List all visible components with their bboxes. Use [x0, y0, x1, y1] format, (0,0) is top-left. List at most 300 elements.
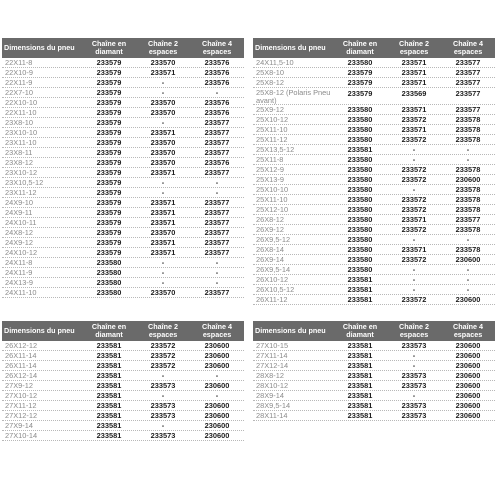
table-row — [2, 208, 244, 218]
chain-diamond: 233581 — [347, 401, 373, 410]
chain-4-spaces: - — [466, 235, 470, 244]
chain-diamond: 233580 — [347, 195, 373, 204]
tire-dimension: 24X11-8 — [5, 258, 33, 267]
header-chaine-2-espaces: Chaîne 2 espaces — [399, 38, 429, 56]
table-row — [253, 195, 495, 205]
chain-2-spaces: - — [412, 145, 416, 154]
chain-2-spaces: 233570 — [150, 108, 176, 117]
chain-diamond: 233579 — [96, 108, 122, 117]
chain-2-spaces: 233571 — [401, 78, 427, 87]
table-row — [253, 105, 495, 115]
tire-dimension: 23X10,5-12 — [5, 178, 44, 187]
table-row — [2, 258, 244, 268]
tire-dimension: 23X11-12 — [5, 188, 37, 197]
chain-2-spaces: 233572 — [150, 341, 176, 350]
chain-diamond: 233581 — [347, 381, 373, 390]
chain-diamond: 233579 — [96, 198, 122, 207]
chain-2-spaces: - — [412, 361, 416, 370]
tire-dimension: 24X9-12 — [5, 238, 33, 247]
chain-4-spaces: 230600 — [204, 381, 230, 390]
chain-diamond: 233580 — [347, 235, 373, 244]
tire-dimension: 26X12-14 — [5, 371, 38, 380]
chain-diamond: 233581 — [347, 341, 373, 350]
tire-dimension: 26X8-14 — [256, 245, 284, 254]
chain-4-spaces: 230600 — [455, 255, 481, 264]
table-row — [2, 228, 244, 238]
chain-2-spaces: 233572 — [401, 255, 427, 264]
header-dimensions: Dimensions du pneu — [4, 42, 75, 52]
table-row — [253, 225, 495, 235]
chain-4-spaces: - — [466, 145, 470, 154]
tire-dimension: 27X11-12 — [5, 401, 37, 410]
chain-4-spaces: 233577 — [204, 148, 230, 157]
chain-diamond: 233581 — [347, 285, 373, 294]
tire-dimension: 28X9,5-14 — [256, 401, 291, 410]
chain-2-spaces: - — [161, 421, 165, 430]
table-row — [253, 411, 495, 421]
chain-4-spaces: 233576 — [204, 58, 230, 67]
chain-4-spaces: 233578 — [455, 195, 481, 204]
chain-2-spaces: - — [161, 118, 165, 127]
chain-2-spaces: 233573 — [150, 381, 176, 390]
tire-dimension: 28X9-14 — [256, 391, 284, 400]
chain-diamond: 233580 — [347, 115, 373, 124]
table-row — [253, 381, 495, 391]
table-row — [2, 351, 244, 361]
chain-diamond: 233580 — [347, 255, 373, 264]
chain-2-spaces: 233571 — [401, 105, 427, 114]
chain-4-spaces: 233577 — [204, 168, 230, 177]
table-row — [253, 88, 495, 105]
chain-diamond: 233579 — [96, 88, 122, 97]
chain-2-spaces: 233571 — [150, 128, 176, 137]
tire-dimension: 24X11-9 — [5, 268, 33, 277]
tire-dimension: 25X11-10 — [256, 125, 288, 134]
table-row — [2, 341, 244, 351]
chain-4-spaces: 233577 — [204, 248, 230, 257]
tire-dimension: 25X8-10 — [256, 68, 284, 77]
chain-4-spaces: 233577 — [204, 208, 230, 217]
tire-dimension: 23X8-10 — [5, 118, 33, 127]
tire-dimension: 25X12-9 — [256, 165, 284, 174]
header-chaine-diamant: Chaîne en diamant — [342, 38, 378, 56]
chain-4-spaces: - — [215, 391, 219, 400]
table-row — [2, 278, 244, 288]
chain-4-spaces: 233577 — [455, 78, 481, 87]
chain-diamond: 233580 — [347, 58, 373, 67]
chain-4-spaces: 230600 — [204, 411, 230, 420]
chain-4-spaces: 230600 — [204, 421, 230, 430]
chain-2-spaces: 233571 — [150, 68, 176, 77]
chain-4-spaces: 233576 — [204, 158, 230, 167]
chain-2-spaces: 233570 — [150, 158, 176, 167]
chain-diamond: 233579 — [96, 78, 122, 87]
chain-2-spaces: 233572 — [150, 361, 176, 370]
chain-2-spaces: - — [412, 235, 416, 244]
chain-diamond: 233579 — [347, 68, 373, 77]
chain-4-spaces: 233578 — [455, 135, 481, 144]
chain-2-spaces: 233571 — [150, 168, 176, 177]
chain-2-spaces: 233573 — [401, 401, 427, 410]
chain-4-spaces: - — [215, 268, 219, 277]
table-row — [253, 295, 495, 305]
chain-diamond: 233579 — [347, 89, 373, 98]
chain-4-spaces: 233578 — [455, 185, 481, 194]
chain-4-spaces: 230600 — [455, 371, 481, 380]
table-row — [253, 125, 495, 135]
chain-2-spaces: 233572 — [401, 205, 427, 214]
chain-diamond: 233581 — [96, 361, 122, 370]
table-row — [2, 361, 244, 371]
tire-dimension: 28X8-12 — [256, 371, 284, 380]
chain-2-spaces: 233571 — [401, 58, 427, 67]
chain-2-spaces: - — [412, 275, 416, 284]
header-chaine-4-espaces: Chaîne 4 espaces — [453, 38, 483, 56]
tire-dimension: 22X11-8 — [5, 58, 33, 67]
chain-2-spaces: 233572 — [401, 195, 427, 204]
chain-4-spaces: 230600 — [455, 381, 481, 390]
tire-dimension: 26X9-12 — [256, 225, 284, 234]
tire-dimension: 22X7-10 — [5, 88, 33, 97]
chain-2-spaces: - — [412, 351, 416, 360]
chain-4-spaces: 233577 — [204, 128, 230, 137]
chain-4-spaces: - — [466, 275, 470, 284]
tire-dimension: 25X8-12 — [256, 78, 284, 87]
chain-4-spaces: 230600 — [204, 431, 230, 440]
table-row — [253, 235, 495, 245]
chain-4-spaces: - — [466, 285, 470, 294]
table-row — [253, 401, 495, 411]
chain-4-spaces: 233577 — [204, 228, 230, 237]
chain-2-spaces: 233569 — [401, 89, 427, 98]
chain-4-spaces: 233576 — [204, 108, 230, 117]
chain-diamond: 233580 — [96, 268, 122, 277]
tire-dimension: 24X11-10 — [5, 288, 37, 297]
chain-2-spaces: - — [161, 188, 165, 197]
chain-4-spaces: 233578 — [455, 115, 481, 124]
table-row — [2, 411, 244, 421]
tire-dimension: 24X10-12 — [5, 248, 38, 257]
table-row — [2, 218, 244, 228]
chain-2-spaces: 233571 — [150, 248, 176, 257]
tire-dimension: 25X9-12 — [256, 105, 284, 114]
table-row — [253, 285, 495, 295]
table-row — [2, 238, 244, 248]
table-row — [2, 118, 244, 128]
chain-diamond: 233580 — [347, 185, 373, 194]
chain-2-spaces: 233572 — [401, 295, 427, 304]
tire-dimension: 26X11-14 — [5, 361, 37, 370]
table-row — [2, 288, 244, 298]
chain-4-spaces: 230600 — [455, 351, 481, 360]
chain-diamond: 233580 — [347, 135, 373, 144]
chain-diamond: 233581 — [347, 411, 373, 420]
chain-2-spaces: 233570 — [150, 138, 176, 147]
chain-2-spaces: 233570 — [150, 58, 176, 67]
chain-2-spaces: - — [412, 155, 416, 164]
chain-2-spaces: - — [161, 178, 165, 187]
chain-4-spaces: 230600 — [455, 411, 481, 420]
tire-dimension: 26X10,5-12 — [256, 285, 295, 294]
chain-4-spaces: 233577 — [455, 215, 481, 224]
header-chaine-4-espaces: Chaîne 4 espaces — [202, 38, 232, 56]
table-row — [253, 361, 495, 371]
chain-diamond: 233580 — [347, 225, 373, 234]
tire-dimension: 27X9-12 — [5, 381, 33, 390]
chain-diamond: 233581 — [347, 295, 373, 304]
chain-diamond: 233579 — [96, 68, 122, 77]
table-row — [2, 88, 244, 98]
chain-diamond: 233579 — [96, 148, 122, 157]
chain-2-spaces: 233573 — [401, 381, 427, 390]
table-row — [2, 401, 244, 411]
chain-diamond: 233581 — [347, 361, 373, 370]
table-row — [253, 115, 495, 125]
chain-4-spaces: 233578 — [455, 225, 481, 234]
table-row — [253, 155, 495, 165]
table-row — [253, 145, 495, 155]
chain-4-spaces: 233576 — [204, 98, 230, 107]
chain-4-spaces: 233576 — [204, 78, 230, 87]
chain-diamond: 233579 — [96, 168, 122, 177]
chain-4-spaces: 233578 — [455, 205, 481, 214]
chain-4-spaces: 230600 — [455, 295, 481, 304]
chain-2-spaces: 233570 — [150, 288, 176, 297]
chain-2-spaces: 233573 — [401, 411, 427, 420]
chain-diamond: 233579 — [96, 228, 122, 237]
table-row — [253, 371, 495, 381]
chain-diamond: 233581 — [96, 391, 122, 400]
table-row — [2, 98, 244, 108]
chain-diamond: 233581 — [96, 401, 122, 410]
header-chaine-diamant: Chaîne en diamant — [342, 321, 378, 339]
chain-2-spaces: 233572 — [401, 115, 427, 124]
chain-2-spaces: 233571 — [150, 238, 176, 247]
table-row — [253, 245, 495, 255]
header-chaine-diamant: Chaîne en diamant — [91, 321, 127, 339]
chain-4-spaces: - — [466, 155, 470, 164]
chain-2-spaces: - — [412, 285, 416, 294]
header-chaine-4-espaces: Chaîne 4 espaces — [453, 321, 483, 339]
chain-diamond: 233579 — [96, 238, 122, 247]
chain-4-spaces: 233577 — [204, 138, 230, 147]
chain-diamond: 233580 — [347, 245, 373, 254]
chain-4-spaces: 230600 — [455, 361, 481, 370]
tire-dimension: 26X9,5-14 — [256, 265, 291, 274]
table-header — [253, 321, 495, 341]
table-row — [2, 431, 244, 441]
tire-dimension: 28X10-12 — [256, 381, 289, 390]
tire-dimension: 23X11-10 — [5, 138, 37, 147]
chain-4-spaces: - — [215, 188, 219, 197]
chain-diamond: 233580 — [347, 165, 373, 174]
table-bottom-right — [253, 321, 495, 421]
chain-2-spaces: 233571 — [150, 208, 176, 217]
chain-2-spaces: 233572 — [401, 135, 427, 144]
tire-dimension: 27X10-15 — [256, 341, 289, 350]
chain-4-spaces: 233577 — [455, 68, 481, 77]
header-chaine-2-espaces: Chaîne 2 espaces — [148, 38, 178, 56]
table-row — [253, 391, 495, 401]
table-row — [2, 248, 244, 258]
table-row — [2, 421, 244, 431]
table-header — [253, 38, 495, 58]
chain-4-spaces: 233577 — [455, 58, 481, 67]
chain-2-spaces: 233573 — [150, 411, 176, 420]
chain-diamond: 233579 — [96, 208, 122, 217]
chain-4-spaces: 233577 — [455, 89, 481, 98]
chain-diamond: 233581 — [347, 275, 373, 284]
chain-diamond: 233580 — [96, 278, 122, 287]
table-row — [2, 371, 244, 381]
chain-2-spaces: 233572 — [401, 165, 427, 174]
table-row — [253, 255, 495, 265]
chain-diamond: 233579 — [96, 248, 122, 257]
chain-4-spaces: - — [466, 265, 470, 274]
table-row — [2, 148, 244, 158]
chain-4-spaces: 233577 — [204, 218, 230, 227]
table-row — [253, 58, 495, 68]
table-row — [253, 175, 495, 185]
table-row — [2, 381, 244, 391]
tire-dimension: 24X13-9 — [5, 278, 33, 287]
header-dimensions: Dimensions du pneu — [255, 325, 326, 335]
chain-2-spaces: 233571 — [401, 68, 427, 77]
tire-dimension: 25X12-10 — [256, 205, 289, 214]
chain-diamond: 233580 — [96, 288, 122, 297]
chain-2-spaces: 233570 — [150, 98, 176, 107]
chain-4-spaces: 230600 — [204, 361, 230, 370]
table-header — [2, 38, 244, 58]
chain-2-spaces: 233571 — [150, 198, 176, 207]
header-chaine-2-espaces: Chaîne 2 espaces — [399, 321, 429, 339]
chain-2-spaces: 233573 — [401, 371, 427, 380]
chain-4-spaces: 230600 — [204, 351, 230, 360]
chain-diamond: 233579 — [96, 98, 122, 107]
tire-dimension: 27X10-12 — [5, 391, 38, 400]
tire-dimension: 24X10-11 — [5, 218, 37, 227]
chain-2-spaces: 233573 — [401, 341, 427, 350]
chain-2-spaces: 233573 — [150, 401, 176, 410]
table-row — [253, 275, 495, 285]
chain-diamond: 233579 — [96, 138, 122, 147]
chain-2-spaces: - — [161, 278, 165, 287]
table-row — [2, 391, 244, 401]
tire-dimension: 27X11-14 — [256, 351, 288, 360]
tire-dimension: 23X8-11 — [5, 148, 33, 157]
chain-diamond: 233580 — [347, 125, 373, 134]
chain-2-spaces: 233572 — [401, 175, 427, 184]
table-row — [2, 188, 244, 198]
header-dimensions: Dimensions du pneu — [255, 42, 326, 52]
tire-dimension: 27X9-14 — [5, 421, 33, 430]
tire-dimension: 22X10-9 — [5, 68, 33, 77]
tire-dimension: 24X9-11 — [5, 208, 33, 217]
chain-2-spaces: - — [161, 371, 165, 380]
chain-diamond: 233580 — [96, 258, 122, 267]
table-row — [253, 68, 495, 78]
chain-4-spaces: 233577 — [204, 118, 230, 127]
tire-dimension: 22X11-9 — [5, 78, 33, 87]
chain-diamond: 233581 — [347, 145, 373, 154]
tire-dimension: 25X11-8 — [256, 155, 284, 164]
chain-2-spaces: - — [412, 265, 416, 274]
chain-4-spaces: 233576 — [204, 68, 230, 77]
chain-diamond: 233579 — [96, 58, 122, 67]
table-row — [2, 178, 244, 188]
chain-2-spaces: 233570 — [150, 148, 176, 157]
table-bottom-left — [2, 321, 244, 441]
chain-diamond: 233580 — [347, 105, 373, 114]
chain-diamond: 233581 — [96, 341, 122, 350]
tire-dimension: 24X11,5-10 — [256, 58, 294, 67]
tire-dimension: 27X12-12 — [5, 411, 38, 420]
chain-2-spaces: 233571 — [150, 218, 176, 227]
chain-diamond: 233579 — [96, 128, 122, 137]
chain-4-spaces: 233578 — [455, 165, 481, 174]
table-row — [2, 268, 244, 278]
table-row — [253, 215, 495, 225]
chain-4-spaces: - — [215, 278, 219, 287]
chain-diamond: 233580 — [347, 175, 373, 184]
chain-2-spaces: - — [161, 268, 165, 277]
table-row — [2, 158, 244, 168]
chain-2-spaces: - — [161, 78, 165, 87]
chain-4-spaces: 230600 — [455, 175, 481, 184]
chain-2-spaces: 233571 — [401, 245, 427, 254]
chain-2-spaces: - — [161, 391, 165, 400]
chain-4-spaces: - — [215, 258, 219, 267]
table-row — [2, 108, 244, 118]
table-row — [2, 68, 244, 78]
chain-2-spaces: 233573 — [150, 431, 176, 440]
header-dimensions: Dimensions du pneu — [4, 325, 75, 335]
chain-4-spaces: 230600 — [455, 401, 481, 410]
chain-diamond: 233579 — [96, 218, 122, 227]
tire-dimension: 26X9,5-12 — [256, 235, 291, 244]
chain-diamond: 233580 — [347, 265, 373, 274]
tire-dimension: 25X11-12 — [256, 135, 288, 144]
chain-diamond: 233579 — [96, 188, 122, 197]
chain-2-spaces: 233571 — [401, 215, 427, 224]
table-row — [2, 168, 244, 178]
tire-dimension: 23X10-12 — [5, 168, 38, 177]
chain-4-spaces: 230600 — [204, 341, 230, 350]
chain-4-spaces: 230600 — [204, 401, 230, 410]
tire-dimension: 23X8-12 — [5, 158, 33, 167]
tire-dimension: 26X12-12 — [5, 341, 38, 350]
tire-dimension: 25X13-9 — [256, 175, 284, 184]
tire-dimension: 26X8-12 — [256, 215, 284, 224]
tire-dimension: 27X12-14 — [256, 361, 289, 370]
table-row — [253, 185, 495, 195]
tire-dimension: 27X10-14 — [5, 431, 38, 440]
chain-2-spaces: 233572 — [401, 225, 427, 234]
chain-4-spaces: 233578 — [455, 245, 481, 254]
chain-4-spaces: 230600 — [455, 341, 481, 350]
chain-4-spaces: 233578 — [455, 125, 481, 134]
chain-diamond: 233580 — [347, 205, 373, 214]
chain-diamond: 233581 — [96, 351, 122, 360]
table-row — [2, 78, 244, 88]
table-row — [2, 58, 244, 68]
chain-diamond: 233581 — [96, 411, 122, 420]
table-top-right — [253, 38, 495, 305]
tire-dimension: 26X11-14 — [5, 351, 37, 360]
tire-dimension: 24X8-12 — [5, 228, 33, 237]
tire-dimension: 25X10-10 — [256, 185, 289, 194]
chain-diamond: 233580 — [347, 155, 373, 164]
